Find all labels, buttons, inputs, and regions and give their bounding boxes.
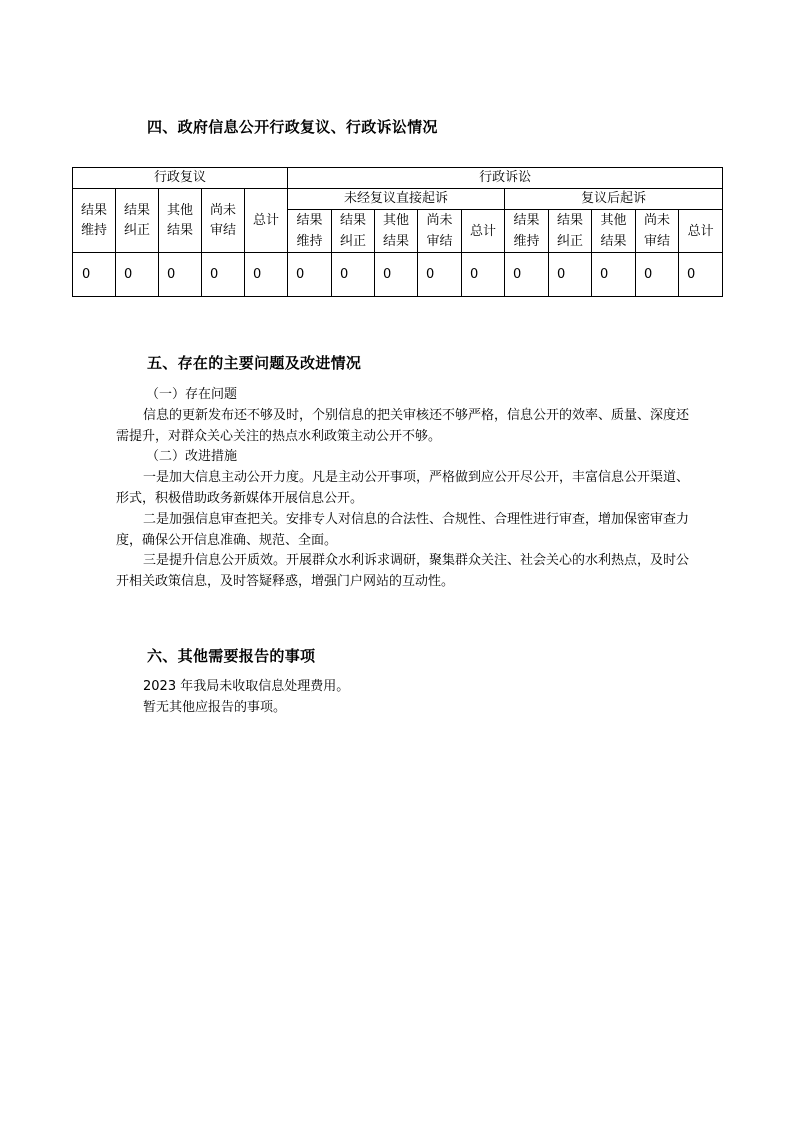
value-cell: 0 (592, 253, 636, 297)
paragraph-measure-2: 二是加强信息审查把关。安排专人对信息的合法性、合规性、合理性进行审查，增加保密审查力度，确保公开信息准确、规范、全面。 (116, 511, 690, 548)
value-cell: 0 (679, 253, 723, 297)
header-litigation-after-review: 复议后起诉 (505, 189, 723, 210)
value-cell: 0 (245, 253, 288, 297)
header-direct-result-upheld: 结果 维持 (288, 210, 332, 253)
header-review-result-corrected: 结果 纠正 (116, 189, 159, 253)
paragraph-measure-1: 一是加大信息主动公开力度。凡是主动公开事项，严格做到应公开尽公开，丰富信息公开渠道、形式，积极借助政务新媒体开展信息公开。 (116, 470, 690, 506)
value-cell: 0 (462, 253, 505, 297)
header-review-total: 总计 (245, 189, 288, 253)
header-after-pending: 尚未 审结 (636, 210, 679, 253)
value-cell: 0 (418, 253, 462, 297)
header-after-other-result: 其他 结果 (592, 210, 636, 253)
value-cell: 0 (116, 253, 159, 297)
paragraph-no-other-matters: 暂无其他应报告的事项。 (143, 699, 287, 715)
review-litigation-table (72, 167, 723, 297)
header-administrative-litigation: 行政诉讼 (288, 168, 723, 189)
paragraph-measure-3: 三是提升信息公开质效。开展群众水利诉求调研，聚集群众关注、社会关心的水利热点，及时公开相关政策信息，及时答疑释惑，增强门户网站的互动性。 (116, 553, 690, 590)
paragraph-fees: 2023 年我局未收取信息处理费用。 (143, 679, 350, 694)
value-cell: 0 (549, 253, 592, 297)
header-after-result-corrected: 结果 纠正 (549, 210, 592, 253)
section-5-body (116, 385, 696, 593)
value-cell: 0 (375, 253, 418, 297)
header-after-total: 总计 (679, 210, 723, 253)
header-direct-pending: 尚未 审结 (418, 210, 462, 253)
subheading-existing-problems: （一）存在问题 (146, 387, 238, 402)
section-5-heading: 五、存在的主要问题及改进情况 (147, 354, 362, 372)
header-direct-other-result: 其他 结果 (375, 210, 418, 253)
paragraph-problems: 信息的更新发布还不够及时，个别信息的把关审核还不够严格，信息公开的效率、质量、深度还需提升，对群众关心关注的热点水利政策主动公开不够。 (116, 407, 690, 444)
value-cell: 0 (159, 253, 202, 297)
value-cell: 0 (288, 253, 332, 297)
section-4-heading: 四、政府信息公开行政复议、行政诉讼情况 (147, 118, 438, 136)
header-review-pending: 尚未 审结 (202, 189, 245, 253)
value-cell: 0 (202, 253, 245, 297)
value-cell: 0 (505, 253, 549, 297)
header-direct-total: 总计 (462, 210, 505, 253)
section-6-heading: 六、其他需要报告的事项 (147, 647, 316, 665)
header-review-result-upheld: 结果 维持 (73, 189, 116, 253)
section-6-body (116, 677, 696, 719)
subheading-improvement-measures: （二）改进措施 (146, 449, 238, 465)
header-after-result-upheld: 结果 维持 (505, 210, 549, 253)
header-administrative-review: 行政复议 (73, 168, 288, 189)
value-cell: 0 (73, 253, 116, 297)
header-direct-litigation: 未经复议直接起诉 (288, 189, 505, 210)
header-direct-result-corrected: 结果 纠正 (332, 210, 375, 253)
header-review-other-result: 其他 结果 (159, 189, 202, 253)
value-cell: 0 (636, 253, 679, 297)
value-cell: 0 (332, 253, 375, 297)
